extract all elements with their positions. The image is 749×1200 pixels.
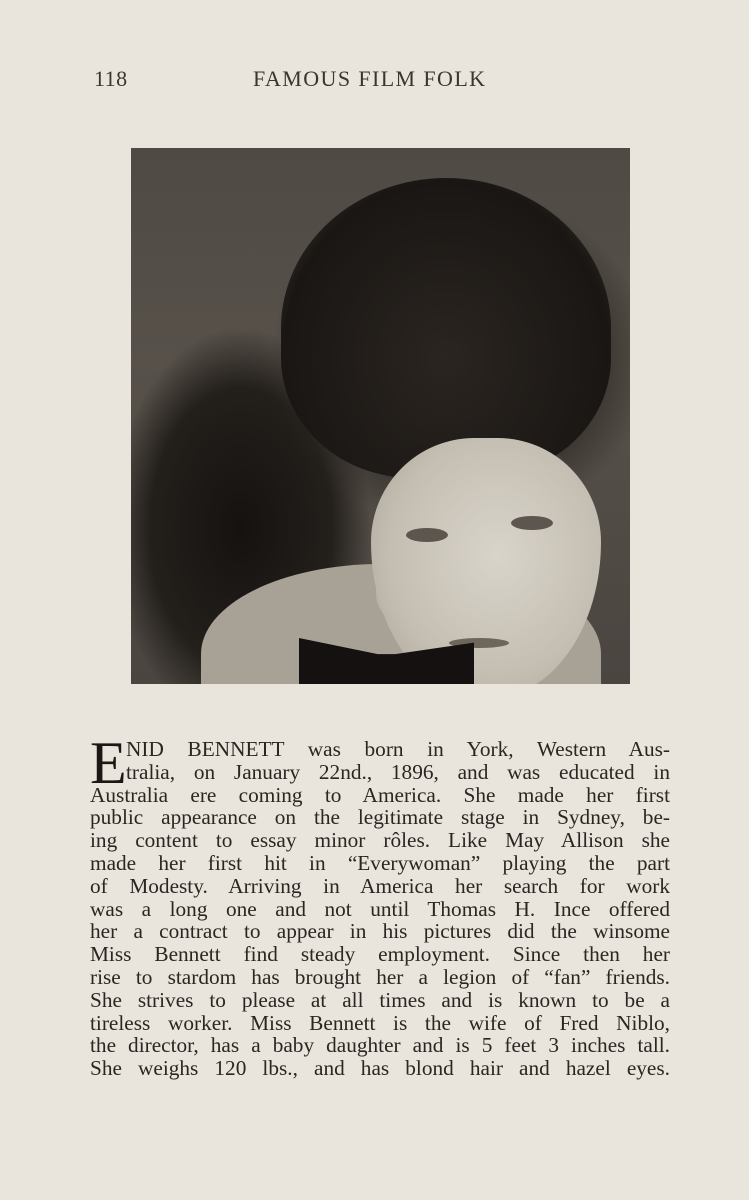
text-line: of Modesty. Arriving in America her search for work [90, 873, 670, 898]
running-title: FAMOUS FILM FOLK [253, 66, 487, 91]
photo-hair [281, 178, 611, 478]
text-line: She weighs 120 lbs., and has blond hair and hazel eyes. [90, 1056, 670, 1081]
text-line: Australia ere coming to America. She made her first [90, 782, 670, 807]
text-line: NID BENNETT was born in York, Western Aus- [126, 737, 670, 761]
text-line: made her first hit in “Everywoman” playing the part [90, 850, 670, 875]
photo-eye-right [511, 516, 553, 530]
text-line: tireless worker. Miss Bennett is the wife of Fred Niblo, [90, 1010, 670, 1035]
text-line: Miss Bennett find steady employment. Since then her [90, 942, 670, 967]
text-line: ing content to essay minor rôles. Like May Allison she [90, 828, 670, 853]
text-line: rise to stardom has brought her a legion of “fan” friends. [90, 964, 670, 989]
text-line: tralia, on January 22nd., 1896, and was educated in [126, 759, 670, 784]
portrait-photo [131, 148, 630, 684]
text-line: public appearance on the legitimate stage in Sydney, be- [90, 805, 670, 830]
text-line: the director, has a baby daughter and is 5 feet 3 inches tall. [90, 1033, 670, 1058]
text-line: was a long one and not until Thomas H. Ince offered [90, 896, 670, 921]
text-line: She strives to please at all times and is known to be a [90, 987, 670, 1012]
page-number: 118 [94, 66, 128, 91]
photo-eye-left [406, 528, 448, 542]
text-line: her a contract to appear in his pictures did the winsome [90, 919, 670, 944]
biography-text [90, 730, 670, 1081]
drop-cap: E [90, 730, 127, 796]
